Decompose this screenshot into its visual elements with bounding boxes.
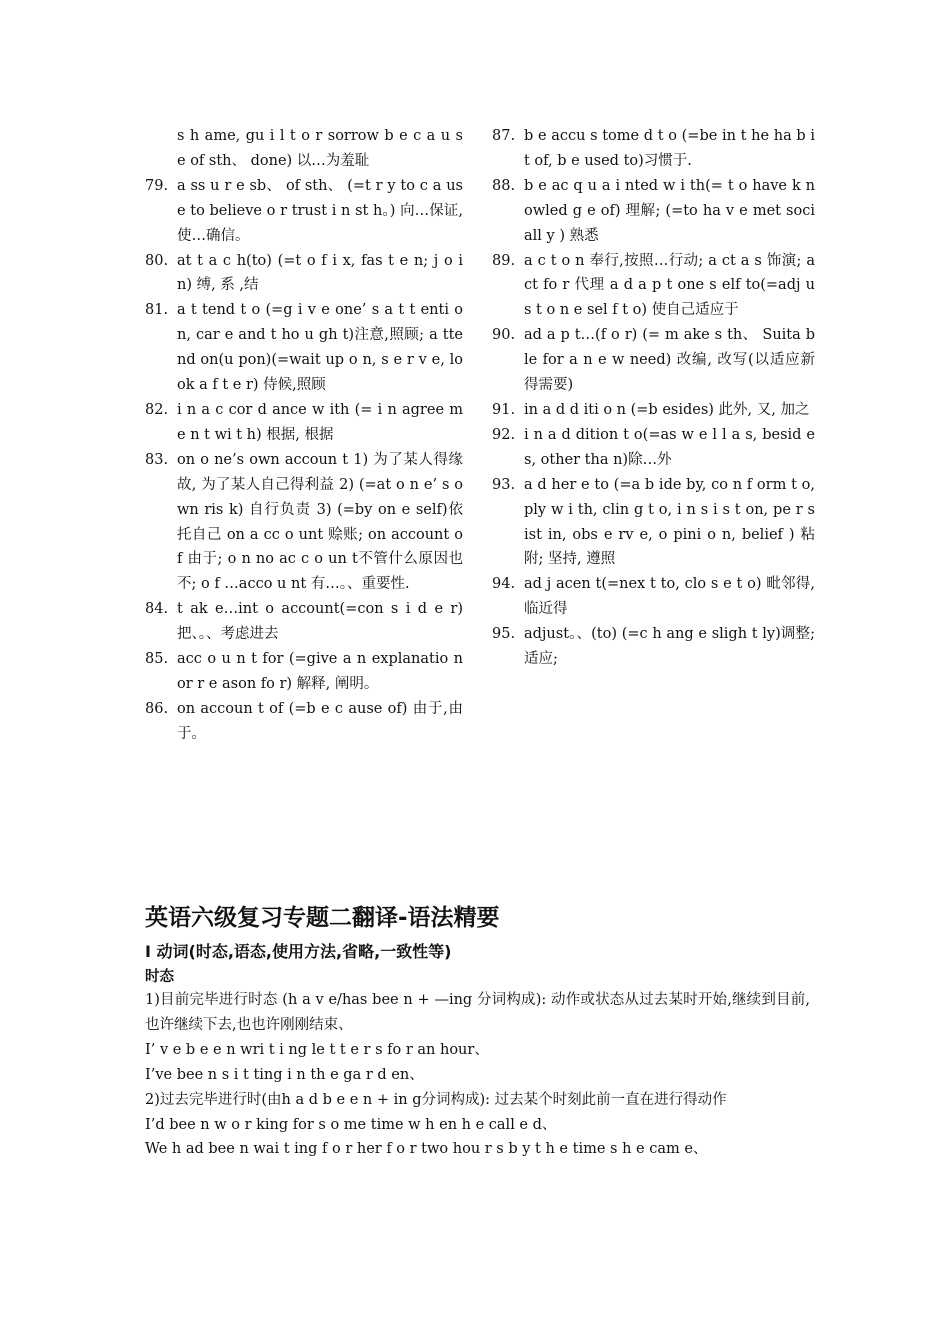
example-sentence: I’ve bee n s i t ting i n th e ga r d en、: [145, 1066, 424, 1083]
entry-87: [492, 124, 815, 174]
entry-text: i n a d dition t o(=as w e l l a s, besid e s, other tha n)除…外: [524, 426, 815, 468]
entry-90: [492, 323, 815, 398]
entry-text: at t a c h(to) (=t o f i x, fas t e n; j o i n) 缚, 系 ,结: [177, 252, 463, 294]
paragraph: 1)目前完毕进行时态 (h a v e/has bee n + —ing 分词构成): 动作或状态从过去某时开始,继续到目前,也许继续下去,也也许刚刚结束、: [145, 992, 810, 1033]
entry-number: 85.: [145, 651, 169, 668]
entry-number: 95.: [492, 626, 516, 643]
paragraph: 2)过去完毕进行时(由h a d b e e n + in g分词构成): 过去某个时刻此前一直在进行得动作: [145, 1091, 727, 1108]
entry-number: 93.: [492, 476, 516, 493]
entry-number: 79.: [145, 177, 169, 194]
entry-text: t ak e…int o account(=con s i d e r)把、。、考虑进去: [177, 601, 463, 643]
entry-text: a t tend t o (=g i v e one’ s a t t enti o n, car e and t ho u gh t)注意,照顾; a ttend on(u pon)(=wait up o n, s e r v e, look a f t e r) 侍候,照顾: [177, 302, 463, 394]
example-sentence: I’d bee n w o r king for s o me time w h en h e call e d、: [145, 1116, 557, 1133]
entry-number: 84.: [145, 601, 169, 618]
entry-82: [145, 398, 463, 448]
entry-number: 81.: [145, 302, 169, 319]
entry-95: [492, 622, 815, 672]
entry-number: 83.: [145, 451, 169, 468]
entry-79: [145, 174, 463, 249]
entry-text: a ss u r e sb、 of sth、 (=t r y to c a use to believe o r trust i n st h。) 向…保证, 使…确信。: [177, 177, 463, 244]
entry-text: a d her e to (=a b ide by, co n f orm t o, ply w i th, clin g t o, i n s i s t on, pe r s ist in, obs e rv e, o pini o n, belief ) 粘附; 坚持, 遵照: [524, 476, 815, 568]
entry-text: ad a p t…(f o r) (= m ake s th、 Suita b le for a n e w need) 改编, 改写(以适应新得需要): [524, 327, 815, 394]
tense-heading: 时态: [145, 969, 174, 985]
entry-text: i n a c cor d ance w ith (= i n agree m e n t wi t h) 根据, 根据: [177, 401, 463, 443]
grammar-section: [145, 898, 810, 1162]
vocabulary-list: [145, 124, 815, 894]
entry-89: [492, 249, 815, 324]
entry-84: [145, 597, 463, 647]
entry-text: ad j acen t(=nex t to, clo s e t o) 毗邻得, 临近得: [524, 576, 815, 618]
section-subtitle: Ⅰ 动词(时态,语态,使用方法,省略,一致性等): [145, 942, 452, 961]
entry-text: b e accu s tome d t o (=be in t he ha b i t of, b e used to)习惯于.: [524, 128, 815, 169]
entry-number: 94.: [492, 576, 516, 593]
right-column: [492, 124, 815, 672]
entry-94: [492, 572, 815, 622]
entry-83: [145, 448, 463, 597]
section-title: 英语六级复习专题二翻译-语法精要: [145, 905, 500, 931]
entry-number: 89.: [492, 252, 516, 269]
entry-number: 86.: [145, 700, 169, 717]
entry-text: acc o u n t for (=give a n explanatio n or r e ason fo r) 解释, 阐明。: [177, 651, 463, 692]
entry-number: 80.: [145, 252, 169, 269]
entry-81: [145, 298, 463, 398]
entry-88: [492, 174, 815, 249]
entry-text: b e ac q u a i nted w i th(= t o have k nowled g e of) 理解; (=to ha v e met sociall y ) 熟悉: [524, 177, 815, 244]
entry-number: 88.: [492, 177, 516, 194]
entry-continuation: [145, 124, 463, 174]
entry-text: adjust。、(to) (=c h ang e sligh t ly)调整; 适应;: [524, 626, 815, 668]
entry-number: 92.: [492, 426, 516, 443]
entry-number: 82.: [145, 401, 169, 418]
entry-text: s h ame, gu i l t o r sorrow b e c a u s e of sth、 done) 以…为羞耻: [177, 128, 463, 169]
entry-text: a c t o n 奉行,按照…行动; a ct a s 饰演; act fo r 代理 a d a p t one s elf to(=adj u s t o n e sel f t o) 使自己适应于: [524, 252, 815, 319]
entry-91: [492, 398, 815, 423]
entry-number: 87.: [492, 128, 516, 144]
entry-80: [145, 249, 463, 299]
entry-92: [492, 423, 815, 473]
entry-number: 91.: [492, 401, 516, 418]
left-column: [145, 124, 463, 747]
entry-86: [145, 697, 463, 747]
entry-text: on accoun t of (=b e c ause of) 由于,由于。: [177, 700, 463, 742]
entry-text: on o ne’s own accoun t 1) 为了某人得缘故, 为了某人自己得利益 2) (=at o n e’ s o wn ris k) 自行负责 3) (=by on e self)依托自己 on a cc o unt 赊账; on account o f 由于; o n no ac c o un t不管什么原因也不; o f …acco u nt 有…。、重要性.: [177, 451, 463, 593]
entry-93: [492, 473, 815, 573]
entry-85: [145, 647, 463, 697]
example-sentence: I’ v e b e e n wri t i ng le t t e r s fo r an hour、: [145, 1041, 489, 1058]
example-sentence: We h ad bee n wai t ing f o r her f o r two hou r s b y t h e time s h e cam e、: [145, 1141, 708, 1158]
entry-text: in a d d iti o n (=b esides) 此外, 又, 加之: [524, 401, 810, 418]
entry-number: 90.: [492, 327, 516, 344]
